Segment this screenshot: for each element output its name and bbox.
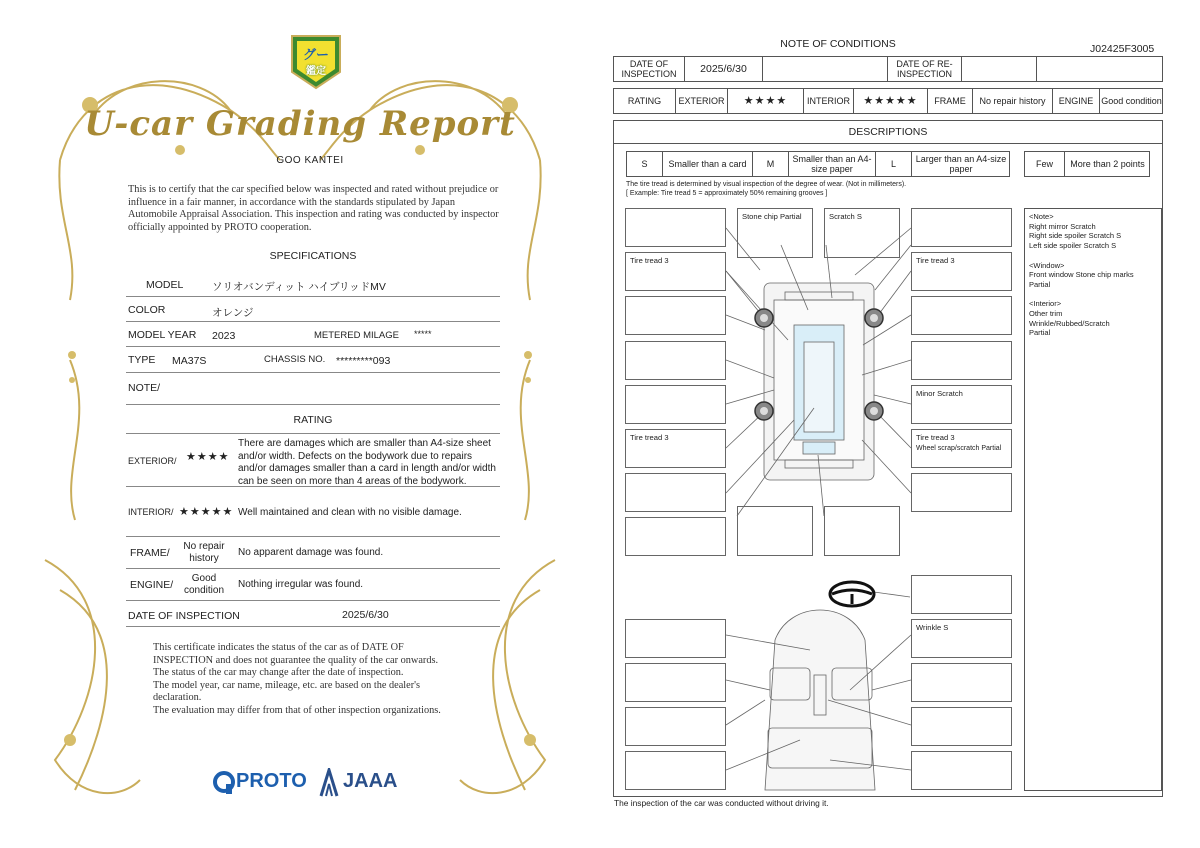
desc-box-4 [911,296,1012,335]
desc-box-11 [737,506,813,556]
desc-box-stone-chip [737,208,813,258]
desc-box-17 [625,707,726,746]
footer-line: This certificate indicates the status of the car as of DATE OF [153,642,404,653]
engine-label: ENGINE/ [130,579,174,591]
engine-label: ENGINE [1053,89,1100,113]
tire-fl-text: Tire tread 3 [630,256,669,265]
frame-label: FRAME/ [130,547,170,559]
desc-box-14 [625,619,726,658]
exterior-stars: ★★★★ [186,451,230,463]
tire-note-line-1: The tire tread is determined by visual inspection of the degree of wear. (Not in millimeters). [626,181,907,188]
conditions-title: NOTE OF CONDITIONS [780,38,896,50]
desc-box-8 [625,473,726,512]
frame-row [126,537,500,569]
desc-box-5 [625,341,726,380]
footer-line: declaration. [153,692,202,703]
date-inspection-value: 2025/6/30 [685,57,763,81]
type-row [126,347,500,373]
type-value: MA37S [172,355,207,367]
desc-box-20 [911,751,1012,790]
note-label: NOTE/ [128,382,161,394]
tire-fr-text: Tire tread 3 [916,256,955,265]
desc-box-tire-fl [625,252,726,291]
interior-label: INTERIOR/ [128,507,174,517]
desc-box-3 [625,296,726,335]
date-of-inspection-label: DATE OF INSPECTION [128,610,240,622]
desc-box-tire-fr [911,252,1012,291]
legend-s-label: S [627,152,663,176]
model-year-label: MODEL YEAR [128,329,197,341]
frame-value: No repair history [973,89,1053,113]
model-year-value: 2023 [212,330,236,342]
badge-top-text: グー [302,47,329,62]
footer-line: The evaluation may differ from that of other inspection organizations. [153,704,441,716]
mileage-value: ***** [414,329,432,339]
interior-description: Well maintained and clean with no visible damage. [238,507,462,518]
scratch-text: Scratch S [829,212,862,221]
footer-line: INSPECTION and does not guarantee the quality of the car onwards. [153,654,439,666]
model-label: MODEL [146,279,184,291]
proto-brand-text: PROTO [236,770,307,792]
desc-box-10 [625,517,726,556]
chassis-label: CHASSIS NO. [264,354,326,365]
desc-box-12 [824,506,900,556]
footer-line: The status of the car may change after the date of inspection. [153,667,404,678]
badge-bottom-text: 鑑定 [306,66,326,77]
interior-stars: ★★★★★ [854,89,928,113]
desc-box-2 [911,208,1012,247]
desc-box-scratch [824,208,900,258]
desc-box-1 [625,208,726,247]
type-label: TYPE [128,354,156,366]
notes-text: <Note> Right mirror Scratch Right side spoiler Scratch S Left side spoiler Scratch S <Window> Front window Stone chip marks Partial <Interior> Other trim Wrinkle/Rubbed/Scratch Partial [1029,212,1134,338]
desc-box-15 [625,663,726,702]
proto-logo-icon [212,770,236,796]
desc-box-wrinkle [911,619,1012,658]
frame-label: FRAME [928,89,973,113]
date-of-inspection-row [126,601,500,627]
notes-panel [1024,208,1162,791]
note-row [126,373,500,405]
tire-note-line-2: [ Example: Tire tread 5 = approximately 50% remaining grooves ] [626,190,828,197]
desc-box-6 [911,341,1012,380]
legend-s-desc: Smaller than a card [663,152,753,176]
legend-few-label: Few [1025,152,1065,176]
color-value: オレンジ [212,307,254,319]
engine-value: Good condition [1101,96,1162,106]
jaaa-brand-text: JAAA [343,770,398,792]
desc-box-19 [625,751,726,790]
report-title: U-car Grading Report [84,104,516,144]
note-of-conditions-page [600,0,1200,848]
desc-box-tire-rl [625,429,726,468]
engine-description: Nothing irregular was found. [238,579,364,590]
legend-l-label: L [876,152,912,176]
mileage-label: METERED MILAGE [314,330,399,341]
minor-scratch-text: Minor Scratch [916,389,963,398]
certify-paragraph: This is to certify that the car specified below was inspected and rated without prejudice or influence in a fair manner, in accordance with the standards stipulated by Japan Automobile Appraisal Association. This inspection and rating was conducted by inspector officially appointed by PROTO cooperation. [128,184,499,233]
desc-box-13 [911,575,1012,614]
chassis-value: *********093 [336,355,391,367]
interior-row [126,487,500,537]
color-label: COLOR [128,304,166,316]
interior-label: INTERIOR [804,89,854,113]
driving-disclaimer: The inspection of the car was conducted without driving it. [614,798,829,808]
exterior-label: EXTERIOR [676,89,728,113]
certificate-footer [153,642,483,717]
exterior-row [126,433,500,487]
date-of-inspection-value: 2025/6/30 [342,609,389,621]
legend-m-desc: Smaller than an A4-size paper [789,152,876,176]
model-row [126,270,500,297]
desc-box-minor-scratch [911,385,1012,424]
date-reinspection-label: DATE OF RE-INSPECTION [888,57,962,81]
rating-label: RATING [614,89,676,113]
tire-rr-text: Tire tread 3 [916,433,955,442]
footer-line: The model year, car name, mileage, etc. are based on the dealer's [153,679,421,691]
stone-chip-text: Stone chip Partial [742,212,802,221]
date-inspection-label: DATE OF INSPECTION [614,57,685,81]
engine-row [126,569,500,601]
frame-value: No repair history [183,541,225,564]
color-row [126,297,500,322]
exterior-stars: ★★★★ [728,89,804,113]
report-subtitle: GOO KANTEI [276,155,344,166]
document-code: J02425F3005 [1090,43,1155,55]
tire-rl-text: Tire tread 3 [630,433,669,442]
jaaa-logo-icon [318,768,340,798]
wheel-scrap-text: Wheel scrap/scratch Partial [916,445,1002,452]
exterior-description: There are damages which are smaller than A4-size sheet and/or width. Defects on the bodywork due to repairs and/or damages smaller than a card in length and/or width can be seen on more than 4 areas of the bodywork. [238,438,496,487]
legend-few-desc: More than 2 points [1070,159,1145,169]
engine-value: Good condition [183,573,225,596]
desc-box-tire-rr [911,429,1012,468]
legend-l-desc: Larger than an A4-size paper [915,154,1007,174]
desc-box-18 [911,707,1012,746]
descriptions-heading: DESCRIPTIONS [613,120,1163,144]
frame-description: No apparent damage was found. [238,547,384,558]
exterior-label: EXTERIOR/ [128,456,177,466]
rating-heading: RATING [293,414,333,426]
wrinkle-text: Wrinkle S [916,623,949,632]
legend-m-label: M [753,152,789,176]
desc-box-16 [911,663,1012,702]
interior-stars: ★★★★★ [179,506,234,518]
desc-box-9 [911,473,1012,512]
model-year-row [126,322,500,347]
steering-wheel-icon [830,582,874,606]
model-value: ソリオバンディット ハイブリッドMV [212,281,386,293]
specifications-heading: SPECIFICATIONS [269,250,357,262]
desc-box-7 [625,385,726,424]
